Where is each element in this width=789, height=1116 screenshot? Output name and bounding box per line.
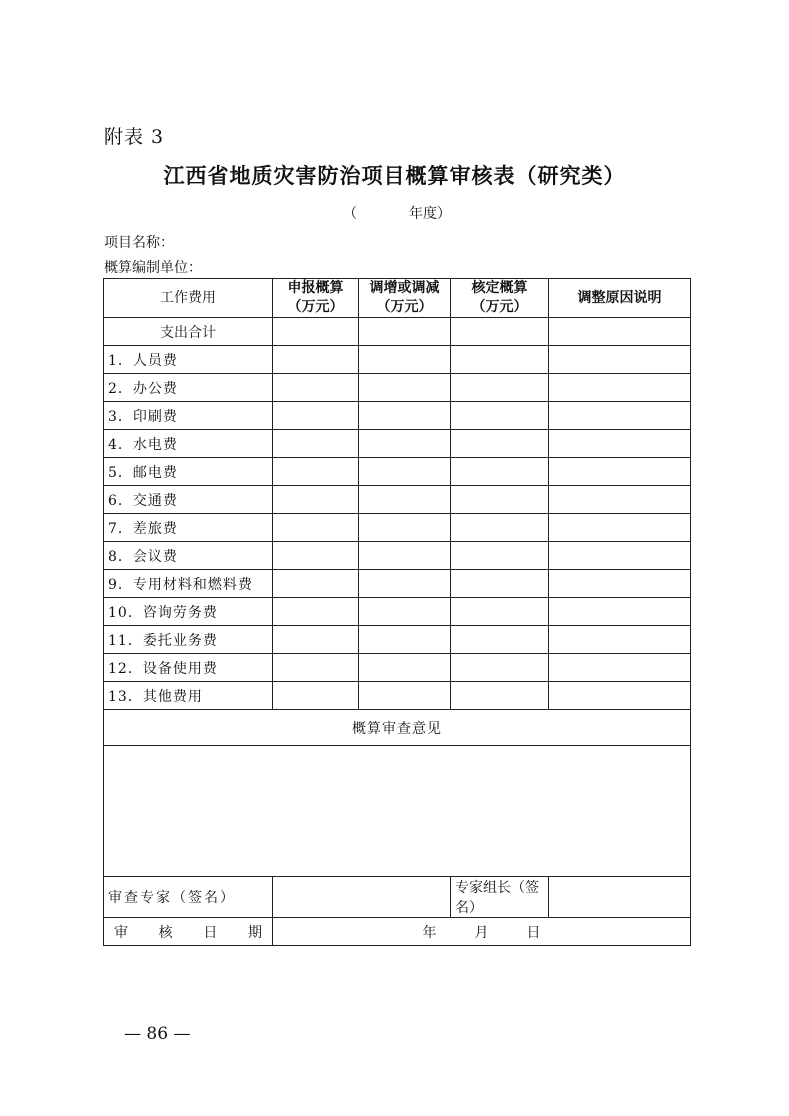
- group-leader-label: 专家组长（签名）: [451, 877, 549, 918]
- header-item: 工作费用: [104, 279, 273, 318]
- cell: [549, 542, 691, 570]
- cell: [359, 570, 451, 598]
- cell: [549, 514, 691, 542]
- table-row: [104, 626, 691, 654]
- cell: [549, 626, 691, 654]
- review-date-value: 年 月 日: [273, 918, 691, 946]
- item-label: 1．人员费: [104, 346, 273, 374]
- header-declared: 申报概算 （万元）: [273, 279, 359, 318]
- cell: [359, 626, 451, 654]
- page-title: 江西省地质灾害防治项目概算审核表（研究类）: [163, 163, 626, 188]
- cell: [273, 458, 359, 486]
- signature-row: [104, 877, 691, 918]
- cell: [549, 682, 691, 710]
- table-row: [104, 598, 691, 626]
- review-expert-label: 审查专家（签名）: [104, 877, 273, 918]
- cell: [451, 682, 549, 710]
- cell: [273, 318, 359, 346]
- cell: [273, 430, 359, 458]
- group-leader-signature: [549, 877, 691, 918]
- cell: [549, 654, 691, 682]
- table-row: [104, 654, 691, 682]
- cell: [549, 570, 691, 598]
- year-open: （: [343, 206, 357, 222]
- table-row: [104, 570, 691, 598]
- item-label: 5．邮电费: [104, 458, 273, 486]
- opinion-label: 概算审查意见: [104, 710, 691, 746]
- total-row: [104, 318, 691, 346]
- cell: [273, 542, 359, 570]
- opinion-field: [104, 746, 691, 877]
- cell: [359, 654, 451, 682]
- cell: [451, 514, 549, 542]
- cell: [273, 570, 359, 598]
- budget-unit-label: 概算编制单位：: [104, 260, 202, 276]
- table-row: [104, 486, 691, 514]
- cell: [549, 318, 691, 346]
- year-line: [343, 203, 451, 223]
- cell: [451, 598, 549, 626]
- cell: [359, 682, 451, 710]
- cell: [359, 598, 451, 626]
- cell: [451, 542, 549, 570]
- table-row: [104, 458, 691, 486]
- cell: [359, 430, 451, 458]
- cell: [549, 430, 691, 458]
- cell: [549, 598, 691, 626]
- cell: [451, 458, 549, 486]
- cell: [359, 402, 451, 430]
- item-label: 9．专用材料和燃料费: [104, 570, 273, 598]
- item-label: 11．委托业务费: [104, 626, 273, 654]
- review-expert-signature: [273, 877, 451, 918]
- cell: [451, 346, 549, 374]
- table-row: [104, 514, 691, 542]
- item-label: 7．差旅费: [104, 514, 273, 542]
- cell: [451, 626, 549, 654]
- cell: [273, 654, 359, 682]
- cell: [359, 346, 451, 374]
- cell: [273, 514, 359, 542]
- cell: [359, 318, 451, 346]
- project-name-label: 项目名称：: [104, 235, 174, 251]
- year-close: 年度）: [409, 206, 451, 222]
- cell: [451, 486, 549, 514]
- cell: [273, 598, 359, 626]
- cell: [273, 374, 359, 402]
- item-label: 12．设备使用费: [104, 654, 273, 682]
- table-row: [104, 402, 691, 430]
- cell: [273, 486, 359, 514]
- header-row: [104, 279, 691, 318]
- table-row: [104, 682, 691, 710]
- total-label: 支出合计: [104, 318, 273, 346]
- item-label: 10．咨询劳务费: [104, 598, 273, 626]
- budget-review-table: [103, 278, 691, 946]
- cell: [273, 402, 359, 430]
- table-row: [104, 346, 691, 374]
- header-reason: 调整原因说明: [549, 279, 691, 318]
- page-number: — 86 —: [124, 1024, 191, 1044]
- cell: [359, 514, 451, 542]
- cell: [549, 346, 691, 374]
- review-date-label: 审 核 日 期: [104, 918, 273, 946]
- item-label: 2．办公费: [104, 374, 273, 402]
- cell: [451, 654, 549, 682]
- cell: [359, 542, 451, 570]
- appendix-label: 附表 3: [104, 126, 165, 148]
- table-row: [104, 542, 691, 570]
- cell: [549, 458, 691, 486]
- cell: [273, 346, 359, 374]
- table-row: [104, 430, 691, 458]
- header-adjust: 调增或调减 （万元）: [359, 279, 451, 318]
- item-label: 3．印刷费: [104, 402, 273, 430]
- cell: [549, 402, 691, 430]
- item-label: 6．交通费: [104, 486, 273, 514]
- cell: [451, 318, 549, 346]
- cell: [451, 430, 549, 458]
- header-approved: 核定概算 （万元）: [451, 279, 549, 318]
- cell: [451, 374, 549, 402]
- table-row: [104, 374, 691, 402]
- cell: [273, 682, 359, 710]
- item-label: 13．其他费用: [104, 682, 273, 710]
- cell: [273, 626, 359, 654]
- cell: [451, 570, 549, 598]
- opinion-body-row: [104, 746, 691, 877]
- cell: [549, 374, 691, 402]
- cell: [451, 402, 549, 430]
- item-label: 4．水电费: [104, 430, 273, 458]
- cell: [359, 486, 451, 514]
- cell: [359, 374, 451, 402]
- cell: [359, 458, 451, 486]
- item-rows: [104, 346, 691, 710]
- cell: [549, 486, 691, 514]
- item-label: 8．会议费: [104, 542, 273, 570]
- date-row: [104, 918, 691, 946]
- opinion-title-row: [104, 710, 691, 746]
